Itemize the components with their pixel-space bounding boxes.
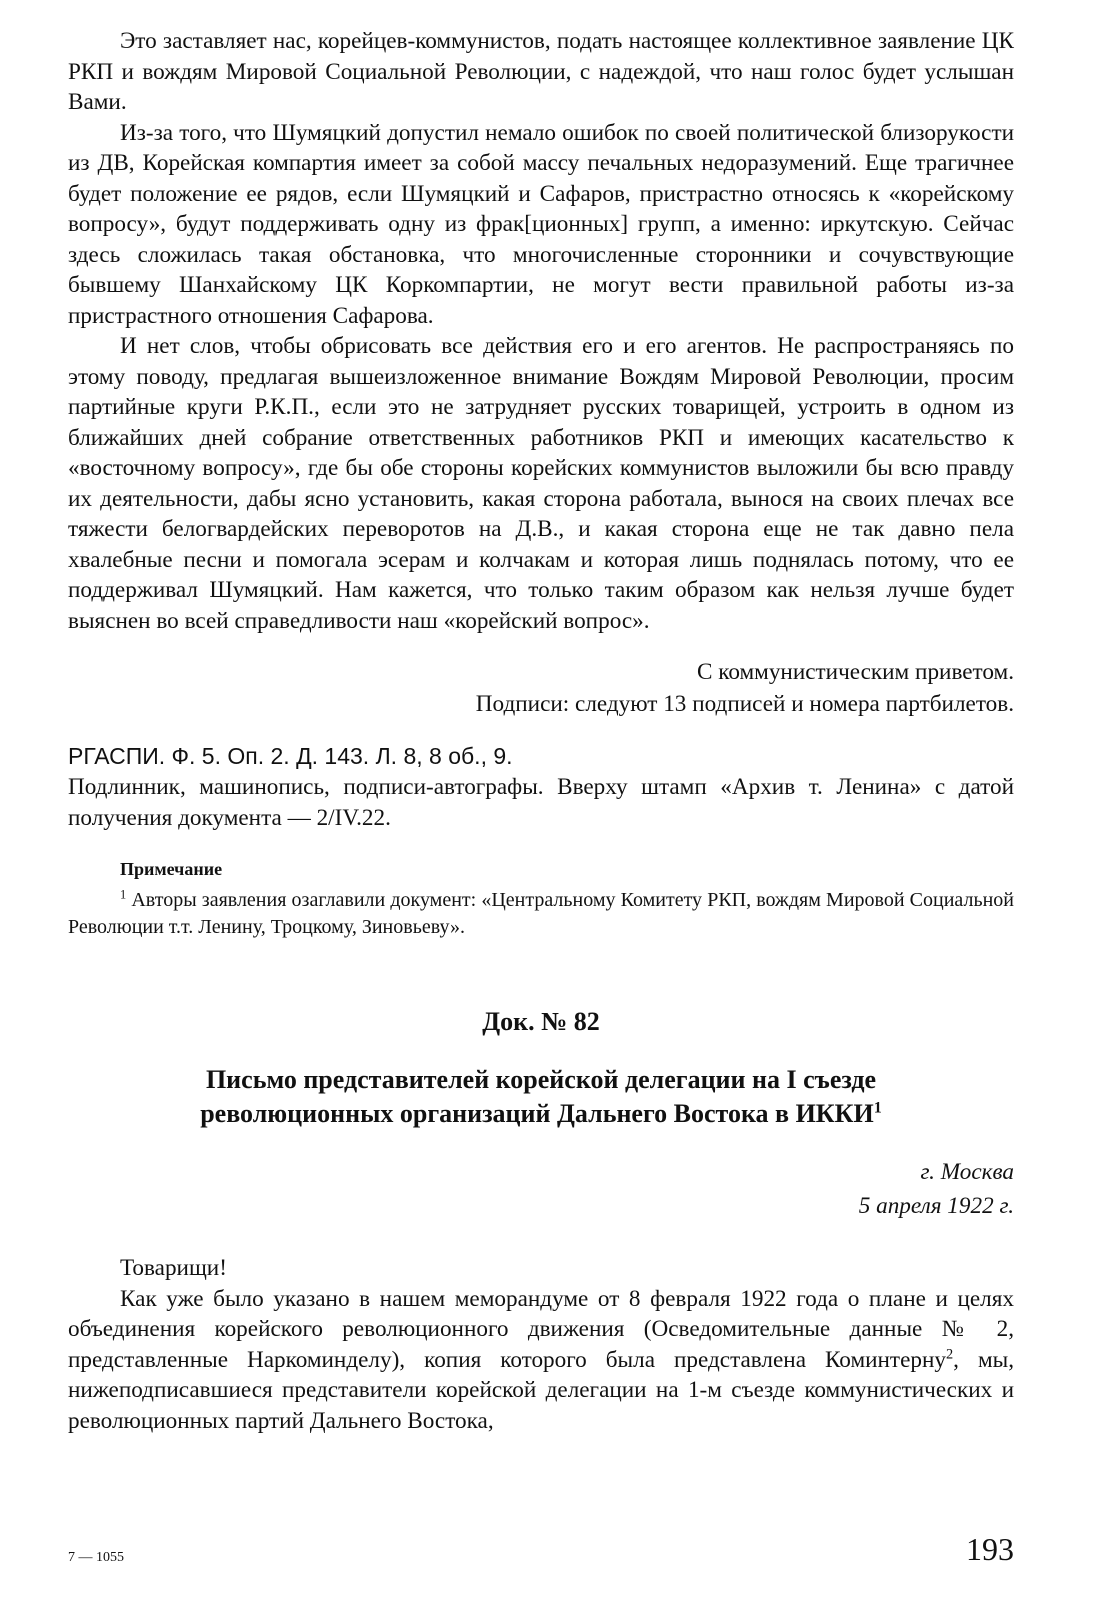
body-footnote-marker: 2 xyxy=(945,1345,954,1362)
paragraph-statement: Это заставляет нас, корейцев-коммунистов, подать настоящее коллективное заявление ЦК РКП и вождям Мировой Социальной Революции, с надеждой, что наш голос будет услышан Вами. xyxy=(68,28,1014,115)
memorandum-text-part-1: Как уже было указано в нашем меморандуме от 8 февраля 1922 года о плане и целях объединения корейского революционного движения (Осведомительные данные № 2, представленные Наркоминделу), копия которого была представлена Коминтерну xyxy=(68,1285,1014,1373)
archive-block xyxy=(68,740,1014,833)
archive-reference: РГАСПИ. Ф. 5. Оп. 2. Д. 143. Л. 8, 8 об., 9. xyxy=(68,743,513,769)
document-date: 5 апреля 1922 г. xyxy=(858,1193,1014,1219)
salutation: Товарищи! xyxy=(120,1255,227,1281)
document-place: г. Москва xyxy=(920,1159,1014,1185)
memorandum-text-part-2: , мы, нижеподписавшиеся представители корейской делегации на 1-м съезде коммунистических и революционных партий Дальнего Востока, xyxy=(68,1346,1014,1434)
paragraph-memorandum xyxy=(68,1284,1014,1437)
footnote-text: Авторы заявления озаглавили документ: «Центральному Комитету РКП, вождям Мировой Социальной Революции т.т. Ленину, Троцкому, Зиновьеву». xyxy=(68,889,1014,938)
footnote-marker: 1 xyxy=(120,887,127,902)
title-footnote-marker: 1 xyxy=(873,1099,882,1117)
archive-description: Подлинник, машинопись, подписи-автографы. Вверху штамп «Архив т. Ленина» с датой получения документа — 2/IV.22. xyxy=(68,774,1014,831)
document-title xyxy=(68,1063,1014,1131)
footnote xyxy=(68,887,1014,941)
note-heading: Примечание xyxy=(120,859,223,879)
document-page xyxy=(68,26,1014,1436)
paragraph-request-meeting: И нет слов, чтобы обрисовать все действия его и его агентов. Не распространяясь по этому поводу, предлагая вышеизложенное внимание Вождям Мировой Революции, просим партийные круги Р.К.П., если это не затрудняет русских товарищей, устроить в одном из ближайших дней собрание ответственных работников РКП и имеющих касательство к «восточному вопросу», где бы обе стороны корейских коммунистов выложили бы всю правду их деятельности, дабы ясно установить, какая сторона работала, вынося на своих плечах все тяжести белогвардейских переворотов на Д.В., и какая сторона еще не так давно пела хвалебные песни и помогала эсерам и колчакам и которая лишь поднялась потому, что ее поддерживал Шумяцкий. Нам кажется, что только таким образом как нельзя лучше будет выяснен во всей справедливости наш «корейский вопрос». xyxy=(68,333,1014,634)
closing-block xyxy=(68,656,1014,720)
print-code: 7 — 1055 xyxy=(68,1550,124,1565)
page-number: 193 xyxy=(966,1531,1014,1567)
document-title-line-1: Письмо представителей корейской делегации на I съезде xyxy=(205,1065,877,1094)
document-title-line-2 xyxy=(68,1097,1014,1131)
document-title-line-2-text: революционных организаций Дальнего Востока в ИККИ xyxy=(200,1099,874,1128)
place-date-block xyxy=(68,1155,1014,1223)
document-number: Док. № 82 xyxy=(482,1007,600,1036)
paragraph-shumyatsky-errors: Из-за того, что Шумяцкий допустил немало ошибок по своей политической близорукости из ДВ, Корейская компартия имеет за собой массу печальных недоразумений. Еще трагичнее будет положение ее рядов, если Шумяцкий и Сафаров, пристрастно относясь к «корейскому вопросу», будут поддерживать одну из фрак[ционных] групп, а именно: иркутскую. Сейчас здесь сложилась такая обстановка, что многочисленные сторонники и сочувствующие бывшему Шанхайскому ЦК Коркомпартии, не могут вести правильной работы из-за пристрастного отношения Сафарова. xyxy=(68,119,1014,329)
closing-greeting: С коммунистическим приветом. xyxy=(696,659,1014,685)
signatures-line: Подписи: следуют 13 подписей и номера партбилетов. xyxy=(475,691,1014,717)
